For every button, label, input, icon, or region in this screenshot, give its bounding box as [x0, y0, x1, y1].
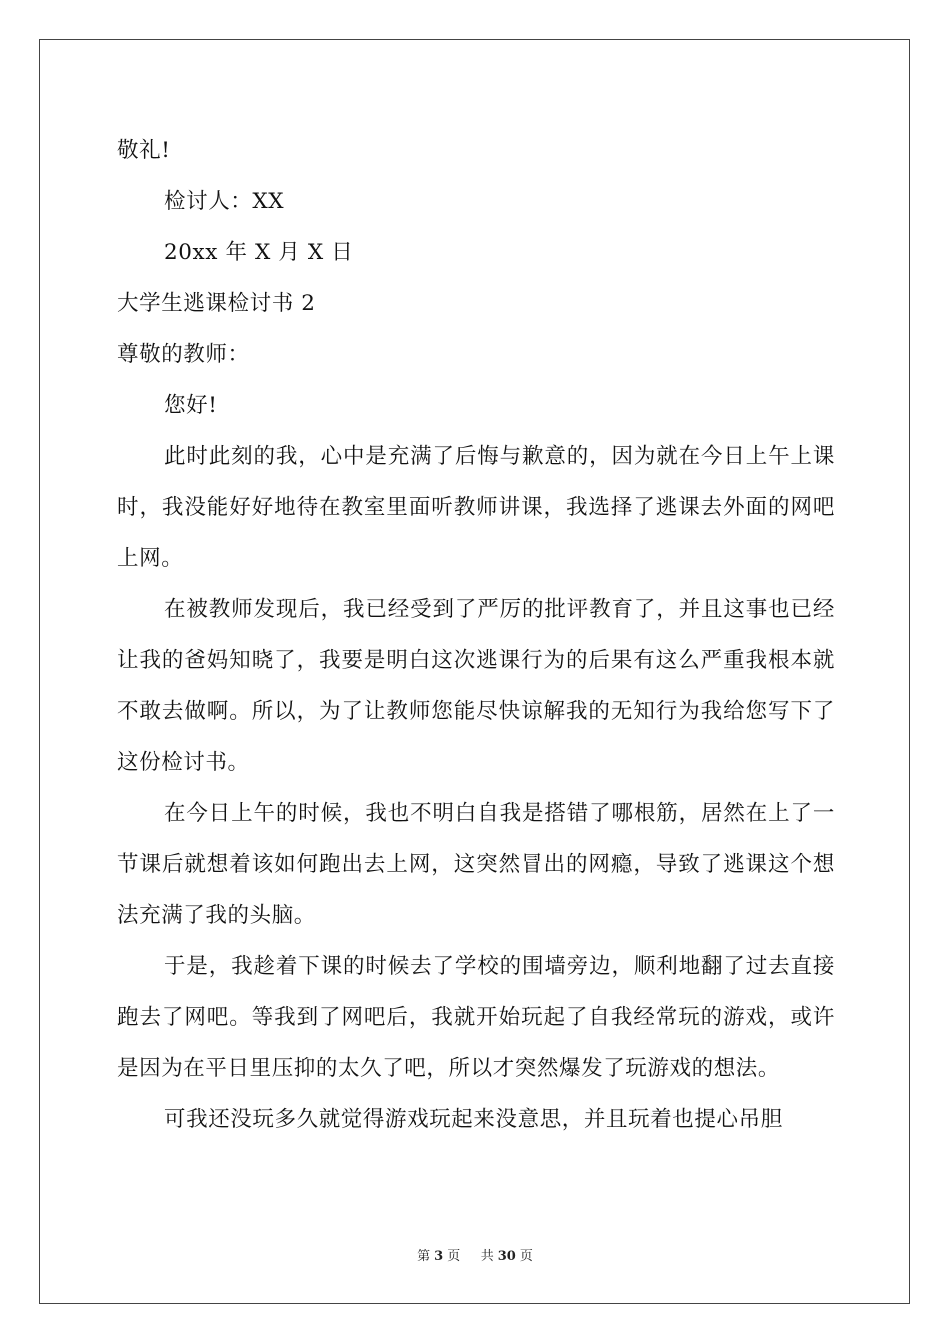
closing-text: 敬礼!: [117, 138, 171, 163]
paragraph: 可我还没玩多久就觉得游戏玩起来没意思，并且玩着也提心吊胆: [164, 1107, 783, 1132]
total-suffix: 页: [519, 1249, 533, 1264]
page-footer: [0, 1245, 950, 1264]
signer-text: 检讨人：XX: [164, 189, 285, 214]
salutation-text: 尊敬的教师：: [117, 342, 250, 367]
total-prefix: 共: [480, 1249, 494, 1264]
page-suffix: 页: [447, 1249, 461, 1264]
paragraph: 于是，我趁着下课的时候去了学校的围墙旁边，顺利地翻了过去直接跑去了网吧。等我到了网吧后，我就开始玩起了自我经常玩的游戏，或许是因为在平日里压抑的太久了吧，所以才突然爆发了玩游戏的想法。: [117, 954, 835, 1081]
page-total: 30: [497, 1249, 516, 1264]
section-title: 大学生逃课检讨书 2: [117, 291, 316, 316]
page-prefix: 第: [417, 1249, 431, 1264]
paragraph: 在被教师发现后，我已经受到了严厉的批评教育了，并且这事也已经让我的爸妈知晓了，我要是明白这次逃课行为的后果有这么严重我根本就不敢去做啊。所以，为了让教师您能尽快谅解我的无知行为我给您写下了这份检讨书。: [117, 597, 835, 775]
greeting-text: 您好!: [164, 393, 218, 418]
date-text: 20xx 年 X 月 X 日: [164, 240, 354, 265]
page-number: 3: [434, 1249, 444, 1264]
document-body: [117, 125, 835, 1145]
paragraph: 此时此刻的我，心中是充满了后悔与歉意的，因为就在今日上午上课时，我没能好好地待在教室里面听教师讲课，我选择了逃课去外面的网吧上网。: [117, 444, 835, 571]
paragraph: 在今日上午的时候，我也不明白自我是搭错了哪根筋，居然在上了一节课后就想着该如何跑出去上网，这突然冒出的网瘾，导致了逃课这个想法充满了我的头脑。: [117, 801, 835, 928]
